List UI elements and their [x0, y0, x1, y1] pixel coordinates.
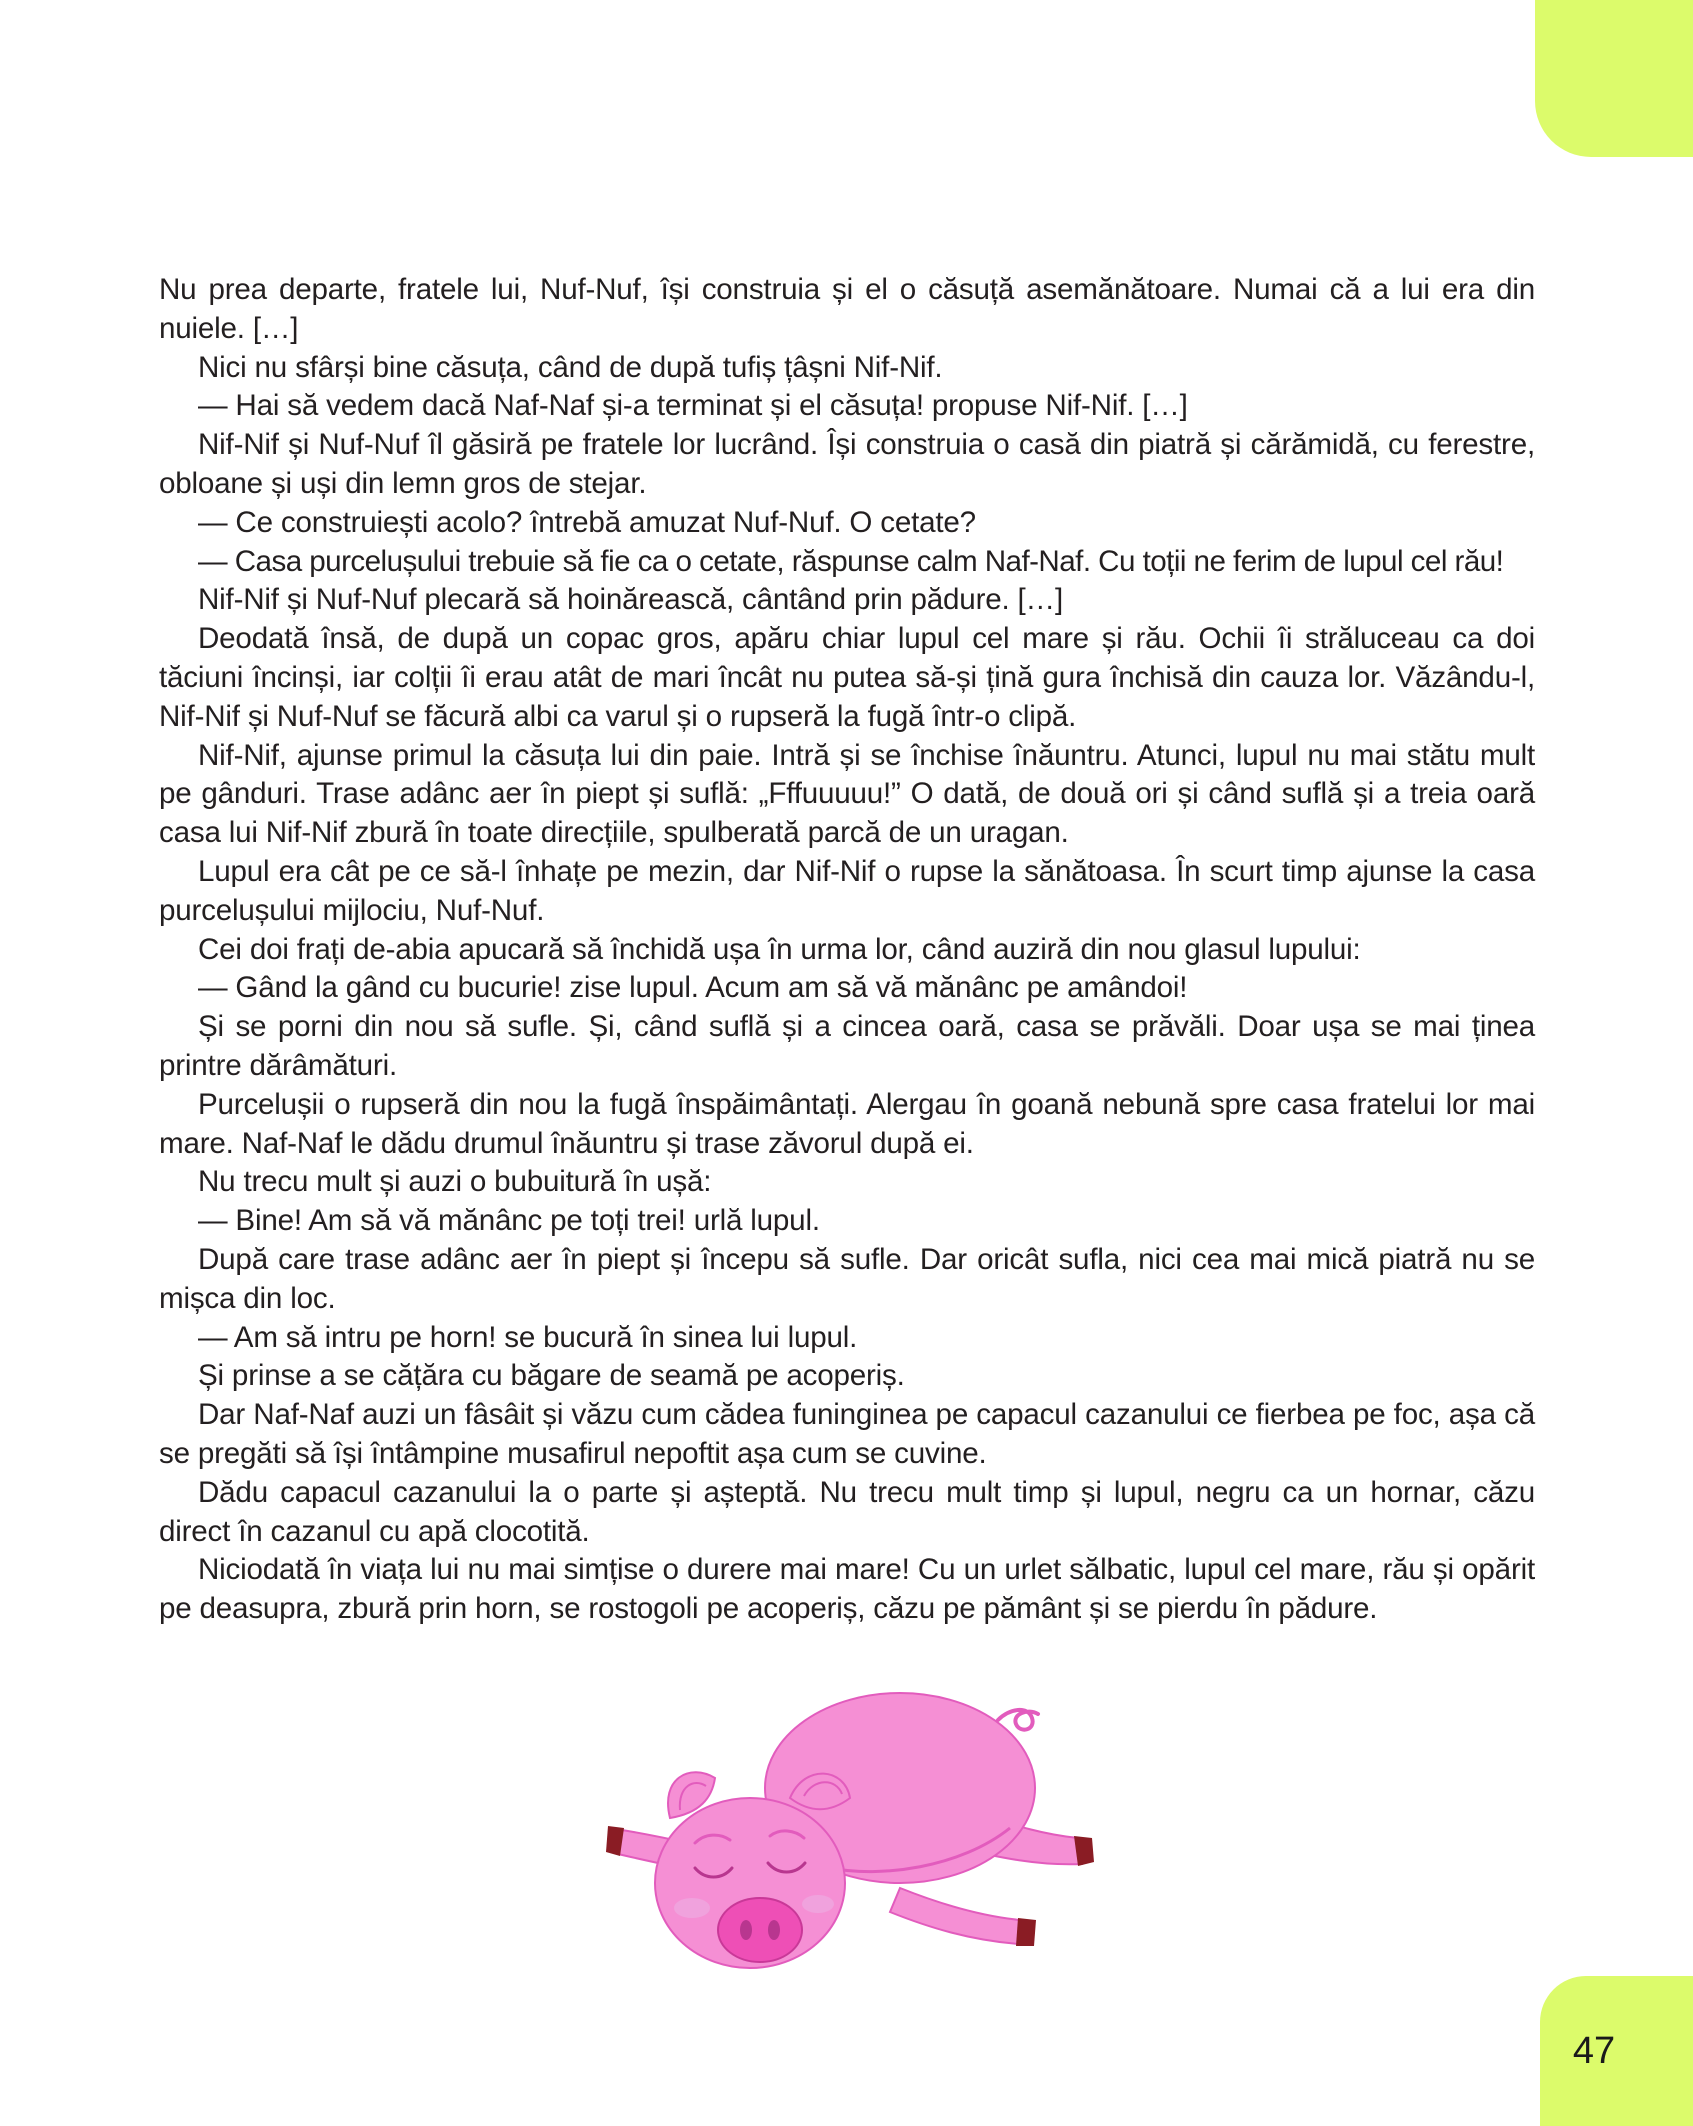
- paragraph: Și se porni din nou să sufle. Și, când suflă și a cincea oară, casa se prăvăli. Doar ușa se mai ținea printre dărâmături.: [159, 1010, 1535, 1082]
- paragraph: Deodată însă, de după un copac gros, apăru chiar lupul cel mare și rău. Ochii îi străluceau ca doi tăciuni încinși, iar colții îi erau atât de mari încât nu putea să-și țină gura închisă din cauza lor. Văzându-l, Nif-Nif și Nuf-Nuf se făcură albi ca varul și o rupseră la fugă într-o clipă.: [159, 622, 1535, 733]
- paragraph: — Bine! Am să vă mănânc pe toți trei! urlă lupul.: [198, 1204, 820, 1238]
- paragraph: — Hai să vedem dacă Naf-Naf și-a terminat și el căsuța! propuse Nif-Nif. […]: [198, 389, 1188, 423]
- paragraph: Nif-Nif și Nuf-Nuf plecară să hoinărească, cântând prin pădure. […]: [198, 583, 1063, 617]
- paragraph: Nif-Nif și Nuf-Nuf îl găsiră pe fratele lor lucrând. Își construia o casă din piatră și cărămidă, cu ferestre, obloane și uși din lemn gros de stejar.: [159, 428, 1535, 500]
- paragraph: — Am să intru pe horn! se bucură în sinea lui lupul.: [198, 1320, 858, 1354]
- page-number: 47: [1572, 2030, 1616, 2072]
- paragraph: Cei doi frați de-abia apucară să închidă ușa în urma lor, când auziră din nou glasul lupului:: [198, 932, 1361, 966]
- paragraph: Nif-Nif, ajunse primul la căsuța lui din paie. Intră și se închise înăuntru. Atunci, lupul nu mai stătu mult pe gânduri. Trase adânc aer în piept și suflă: „Fffuuuuu!” O dată, de două ori și când suflă și a treia oară casa lui Nif-Nif zbură în toate direcțiile, spulberată parcă de un uragan.: [159, 738, 1535, 850]
- paragraph: — Casa purcelușului trebuie să fie ca o cetate, răspunse calm Naf-Naf. Cu toții ne ferim de lupul cel rău!: [198, 544, 1504, 578]
- paragraph: — Ce construiești acolo? întrebă amuzat Nuf-Nuf. O cetate?: [198, 505, 976, 539]
- paragraph: — Gând la gând cu bucurie! zise lupul. Acum am să vă mănânc pe amândoi!: [198, 971, 1188, 1005]
- paragraph: Nici nu sfârși bine căsuța, când de după tufiș țâșni Nif-Nif.: [198, 350, 943, 384]
- corner-decoration: [1535, 0, 1693, 157]
- page-number-tab: [1540, 1976, 1693, 2126]
- paragraph: Nu trecu mult și auzi o bubuitură în ușă:: [198, 1165, 712, 1199]
- paragraph: Niciodată în viața lui nu mai simțise o durere mai mare! Cu un urlet sălbatic, lupul cel mare, rău și opărit pe deasupra, zbură prin horn, se rostogoli pe acoperiș, căzu pe pământ și se pierdu în pădure.: [159, 1553, 1535, 1626]
- paragraph: Dar Naf-Naf auzi un fâsâit și văzu cum cădea funinginea pe capacul cazanului ce fierbea pe foc, așa că se pregăti să își întâmpine musafirul nepoftit așa cum se cuvine.: [159, 1398, 1535, 1470]
- paragraph: După care trase adânc aer în piept și începu să sufle. Dar oricât sufla, nici cea mai mică piatră nu se mișca din loc.: [159, 1242, 1535, 1315]
- paragraph: Și prinse a se cățăra cu băgare de seamă pe acoperiș.: [198, 1359, 905, 1393]
- sleeping-pig-illustration: [600, 1668, 1100, 1988]
- paragraph: Dădu capacul cazanului la o parte și așteptă. Nu trecu mult timp și lupul, negru ca un hornar, căzu direct în cazanul cu apă clocotită.: [159, 1475, 1535, 1548]
- paragraph: Lupul era cât pe ce să-l înhațe pe mezin, dar Nif-Nif o rupse la sănătoasa. În scurt timp ajunse la casa purcelușului mijlociu, Nuf-Nuf.: [159, 854, 1535, 927]
- paragraph: Purcelușii o rupseră din nou la fugă înspăimântați. Alergau în goană nebună spre casa fratelui lor mai mare. Naf-Naf le dădu drumul înăuntru și trase zăvorul după ei.: [159, 1087, 1535, 1160]
- story-text: [159, 271, 1535, 1629]
- paragraph: Nu prea departe, fratele lui, Nuf-Nuf, își construia și el o căsuță asemănătoare. Numai că a lui era din nuiele. […]: [159, 273, 1535, 345]
